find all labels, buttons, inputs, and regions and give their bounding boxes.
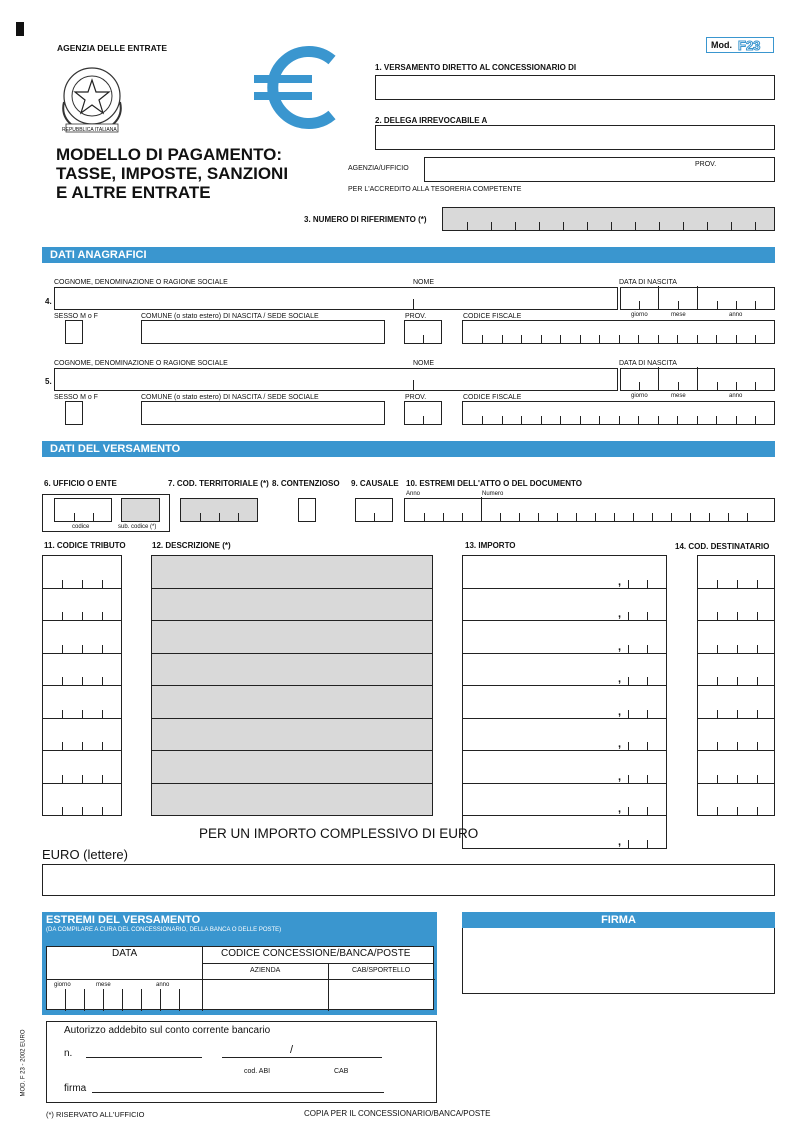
codice-tributo-field[interactable]	[42, 555, 122, 589]
euro-lettere-label: EURO (lettere)	[42, 847, 128, 862]
versamento-label: 1. VERSAMENTO DIRETTO AL CONCESSIONARIO DI	[375, 63, 577, 72]
anno-label-5: anno	[729, 393, 743, 399]
descrizione-field[interactable]	[151, 783, 433, 817]
digit-separator	[717, 580, 718, 588]
digit-separator	[62, 645, 63, 653]
importo-field[interactable]	[462, 653, 667, 687]
prov-field-5[interactable]	[404, 401, 442, 425]
decimal-comma: ,	[618, 803, 622, 815]
estremi-giorno-label: giorno	[54, 982, 71, 988]
estremi-anno-label: anno	[156, 982, 170, 988]
agenzia-label: AGENZIA/UFFICIO	[348, 165, 409, 172]
concessionario-field[interactable]	[375, 75, 775, 100]
destinatario-field[interactable]	[697, 653, 775, 687]
digit-separator	[717, 710, 718, 718]
codice-tributo-field[interactable]	[42, 685, 122, 719]
digit-separator	[82, 742, 83, 750]
sesso-label-4: SESSO M o F	[54, 313, 98, 320]
mese-label-5: mese	[671, 393, 686, 399]
decimal-comma: ,	[618, 770, 622, 783]
anno-label-4: anno	[729, 312, 743, 318]
codice-fiscale-field-5[interactable]	[462, 401, 775, 425]
digit-separator	[628, 775, 629, 783]
codice-label: codice	[72, 524, 90, 530]
digit-separator	[647, 612, 648, 620]
model-badge	[706, 37, 774, 53]
digit-separator	[647, 710, 648, 718]
digit-separator	[737, 775, 738, 783]
cognome-nome-field-5[interactable]	[54, 368, 618, 391]
digit-separator	[717, 807, 718, 815]
digit-separator	[82, 807, 83, 815]
prov-label: PROV.	[695, 161, 717, 168]
estremi-title: ESTREMI DEL VERSAMENTO	[46, 914, 201, 926]
decimal-comma: ,	[618, 673, 622, 685]
digit-separator	[62, 807, 63, 815]
sesso-label-5: SESSO M o F	[54, 394, 98, 401]
cf-label-4: CODICE FISCALE	[463, 313, 522, 320]
importo-field[interactable]	[462, 685, 667, 719]
copia-note: COPIA PER IL CONCESSIONARIO/BANCA/POSTE	[304, 1109, 491, 1118]
digit-separator	[628, 645, 629, 653]
digit-separator	[628, 677, 629, 685]
riferimento-field[interactable]	[442, 207, 775, 231]
codice-tributo-field[interactable]	[42, 620, 122, 654]
autorizzo-slash: /	[290, 1044, 294, 1056]
digit-separator	[647, 840, 648, 848]
euro-lettere-field[interactable]	[42, 864, 775, 896]
autorizzo-firma-label: firma	[64, 1083, 87, 1094]
ufficio-label: 6. UFFICIO O ENTE	[44, 479, 117, 488]
digit-separator	[717, 775, 718, 783]
destinatario-field[interactable]	[697, 750, 775, 784]
cognome-nome-field-4[interactable]	[54, 287, 618, 310]
digit-separator	[647, 807, 648, 815]
giorno-label-5: giorno	[631, 393, 648, 399]
importo-field[interactable]	[462, 620, 667, 654]
abi-cab-line[interactable]	[222, 1057, 382, 1058]
riferimento-label: 3. NUMERO DI RIFERIMENTO (*)	[304, 215, 427, 224]
emblem-caption: REPUBBLICA ITALIANA	[62, 127, 117, 133]
codice-tributo-field[interactable]	[42, 718, 122, 752]
ufficio-subcodice-field[interactable]	[121, 498, 160, 522]
importo-field[interactable]	[462, 555, 667, 589]
cf-label-5: CODICE FISCALE	[463, 394, 522, 401]
digit-separator	[82, 677, 83, 685]
numero-label-atto: Numero	[482, 491, 504, 497]
row-number-5: 5.	[45, 377, 52, 386]
importo-field[interactable]	[462, 588, 667, 622]
republic-emblem-icon	[52, 58, 132, 138]
autorizzo-n-label: n.	[64, 1048, 73, 1059]
delega-field[interactable]	[375, 125, 775, 150]
digit-separator	[82, 580, 83, 588]
digit-separator	[737, 612, 738, 620]
digit-separator	[647, 677, 648, 685]
anagrafici-header: DATI ANAGRAFICI	[42, 247, 775, 263]
descrizione-field[interactable]	[151, 620, 433, 654]
giorno-label-4: giorno	[631, 312, 648, 318]
contenzioso-field[interactable]	[298, 498, 316, 522]
digit-separator	[628, 807, 629, 815]
destinatario-field[interactable]	[697, 620, 775, 654]
accredito-label: PER L'ACCREDITO ALLA TESORERIA COMPETENTE	[348, 186, 522, 193]
codice-fiscale-field-4[interactable]	[462, 320, 775, 344]
importo-field[interactable]	[462, 718, 667, 752]
nome-label-4: NOME	[413, 279, 434, 286]
digit-separator	[82, 612, 83, 620]
digit-separator	[102, 612, 103, 620]
digit-separator	[647, 645, 648, 653]
digit-separator	[757, 580, 758, 588]
descrizione-field[interactable]	[151, 750, 433, 784]
data-nascita-label-5: DATA DI NASCITA	[619, 360, 677, 367]
descrizione-field[interactable]	[151, 685, 433, 719]
digit-separator	[82, 775, 83, 783]
digit-separator	[102, 580, 103, 588]
digit-separator	[628, 742, 629, 750]
descrizione-field[interactable]	[151, 555, 433, 589]
descrizione-label: 12. DESCRIZIONE (*)	[152, 541, 231, 550]
prov-label-5: PROV.	[405, 394, 427, 401]
autorizzo-text: Autorizzo addebito sul conto corrente bancario	[64, 1025, 271, 1036]
digit-separator	[102, 710, 103, 718]
causale-label: 9. CAUSALE	[351, 479, 399, 488]
digit-separator	[647, 742, 648, 750]
decimal-comma: ,	[618, 705, 622, 718]
codice-tributo-field[interactable]	[42, 588, 122, 622]
page-title-line-2: TASSE, IMPOSTE, SANZIONI	[56, 164, 289, 183]
importo-complessivo-label: PER UN IMPORTO COMPLESSIVO DI EURO	[199, 826, 479, 841]
cod-territoriale-label: 7. COD. TERRITORIALE (*)	[168, 479, 269, 488]
page-title-line-3: E ALTRE ENTRATE	[56, 183, 211, 202]
row-number-4: 4.	[45, 297, 52, 306]
digit-separator	[717, 645, 718, 653]
comune-field-5[interactable]	[141, 401, 385, 425]
digit-separator	[717, 742, 718, 750]
destinatario-field[interactable]	[697, 555, 775, 589]
digit-separator	[628, 580, 629, 588]
cab-label: CAB	[334, 1068, 349, 1075]
destinatario-field[interactable]	[697, 685, 775, 719]
estremi-data-label: DATA	[112, 948, 138, 959]
digit-separator	[737, 710, 738, 718]
digit-separator	[102, 677, 103, 685]
descrizione-field[interactable]	[151, 588, 433, 622]
agenzia-field[interactable]	[424, 157, 775, 182]
importo-field[interactable]	[462, 783, 667, 817]
sesso-field-4[interactable]	[65, 320, 83, 344]
digit-separator	[102, 742, 103, 750]
digit-separator	[737, 580, 738, 588]
digit-separator	[647, 580, 648, 588]
digit-separator	[757, 775, 758, 783]
digit-separator	[717, 612, 718, 620]
codice-tributo-field[interactable]	[42, 783, 122, 817]
digit-separator	[628, 710, 629, 718]
comune-label-4: COMUNE (o stato estero) DI NASCITA / SEDE SOCIALE	[141, 313, 319, 320]
model-prefix: Mod.	[711, 40, 732, 50]
estremi-atto-field[interactable]	[404, 498, 775, 522]
codice-tributo-label: 11. CODICE TRIBUTO	[44, 541, 126, 550]
conto-line[interactable]	[86, 1057, 202, 1058]
cognome-label-4: COGNOME, DENOMINAZIONE O RAGIONE SOCIALE	[54, 279, 228, 286]
comune-label-5: COMUNE (o stato estero) DI NASCITA / SEDE SOCIALE	[141, 394, 319, 401]
digit-separator	[82, 710, 83, 718]
agency-name: AGENZIA DELLE ENTRATE	[57, 43, 168, 53]
estremi-atto-label: 10. ESTREMI DELL'ATTO O DEL DOCUMENTO	[406, 479, 582, 488]
model-code: F23	[738, 38, 761, 53]
euro-logo-icon	[250, 40, 345, 135]
cod-territoriale-field[interactable]	[180, 498, 258, 522]
destinatario-label: 14. COD. DESTINATARIO	[675, 542, 770, 551]
ufficio-codice-field[interactable]	[54, 498, 112, 522]
digit-separator	[628, 840, 629, 848]
digit-separator	[647, 775, 648, 783]
digit-separator	[717, 677, 718, 685]
estremi-azienda-label: AZIENDA	[250, 967, 281, 974]
importo-field[interactable]	[462, 750, 667, 784]
corner-marker	[16, 22, 24, 36]
descrizione-field[interactable]	[151, 653, 433, 687]
importo-label: 13. IMPORTO	[465, 541, 516, 550]
versamento-header: DATI DEL VERSAMENTO	[42, 441, 775, 457]
digit-separator	[102, 645, 103, 653]
digit-separator	[102, 807, 103, 815]
digit-separator	[737, 807, 738, 815]
nome-label-5: NOME	[413, 360, 434, 367]
prov-field-4[interactable]	[404, 320, 442, 344]
digit-separator	[62, 710, 63, 718]
data-nascita-field-4[interactable]	[620, 287, 775, 310]
cod-abi-label: cod. ABI	[244, 1068, 271, 1075]
causale-field[interactable]	[355, 498, 393, 522]
contenzioso-label: 8. CONTENZIOSO	[272, 479, 340, 488]
digit-separator	[737, 677, 738, 685]
decimal-comma: ,	[618, 575, 622, 588]
decimal-comma: ,	[618, 835, 622, 848]
digit-separator	[102, 775, 103, 783]
codice-tributo-field[interactable]	[42, 750, 122, 784]
decimal-comma: ,	[618, 640, 622, 653]
comune-field-4[interactable]	[141, 320, 385, 344]
importo-field[interactable]	[462, 815, 667, 849]
digit-separator	[62, 580, 63, 588]
delega-label: 2. DELEGA IRREVOCABILE A	[375, 116, 488, 125]
mese-label-4: mese	[671, 312, 686, 318]
digit-separator	[757, 677, 758, 685]
estremi-cab-label: CAB/SPORTELLO	[352, 967, 411, 974]
prov-label-4: PROV.	[405, 313, 427, 320]
data-nascita-field-5[interactable]	[620, 368, 775, 391]
page-title-line-1: MODELLO DI PAGAMENTO:	[56, 145, 283, 164]
subcodice-label: sub. codice (*)	[118, 524, 157, 530]
digit-separator	[62, 612, 63, 620]
estremi-subtitle: (DA COMPILARE A CURA DEL CONCESSIONARIO, DELLA BANCA O DELLE POSTE)	[46, 927, 282, 933]
digit-separator	[62, 677, 63, 685]
digit-separator	[757, 612, 758, 620]
riservato-note: (*) RISERVATO ALL'UFFICIO	[46, 1110, 145, 1119]
firma-line[interactable]	[92, 1092, 384, 1093]
digit-separator	[737, 645, 738, 653]
digit-separator	[82, 645, 83, 653]
firma-header: FIRMA	[462, 912, 775, 928]
decimal-comma: ,	[618, 738, 622, 750]
digit-separator	[628, 612, 629, 620]
sesso-field-5[interactable]	[65, 401, 83, 425]
digit-separator	[757, 742, 758, 750]
cognome-label-5: COGNOME, DENOMINAZIONE O RAGIONE SOCIALE	[54, 360, 228, 367]
estremi-codice-label: CODICE CONCESSIONE/BANCA/POSTE	[221, 948, 411, 959]
descrizione-field[interactable]	[151, 718, 433, 752]
digit-separator	[757, 645, 758, 653]
digit-separator	[757, 807, 758, 815]
destinatario-field[interactable]	[697, 588, 775, 622]
digit-separator	[62, 742, 63, 750]
side-code: MOD. F 23 - 2002 EURO	[20, 1029, 27, 1097]
digit-separator	[737, 742, 738, 750]
estremi-mese-label: mese	[96, 982, 111, 988]
data-nascita-label-4: DATA DI NASCITA	[619, 279, 677, 286]
digit-separator	[62, 775, 63, 783]
decimal-comma: ,	[618, 608, 622, 620]
destinatario-field[interactable]	[697, 783, 775, 817]
digit-separator	[757, 710, 758, 718]
codice-tributo-field[interactable]	[42, 653, 122, 687]
destinatario-field[interactable]	[697, 718, 775, 752]
anno-label-atto: Anno	[406, 491, 421, 497]
